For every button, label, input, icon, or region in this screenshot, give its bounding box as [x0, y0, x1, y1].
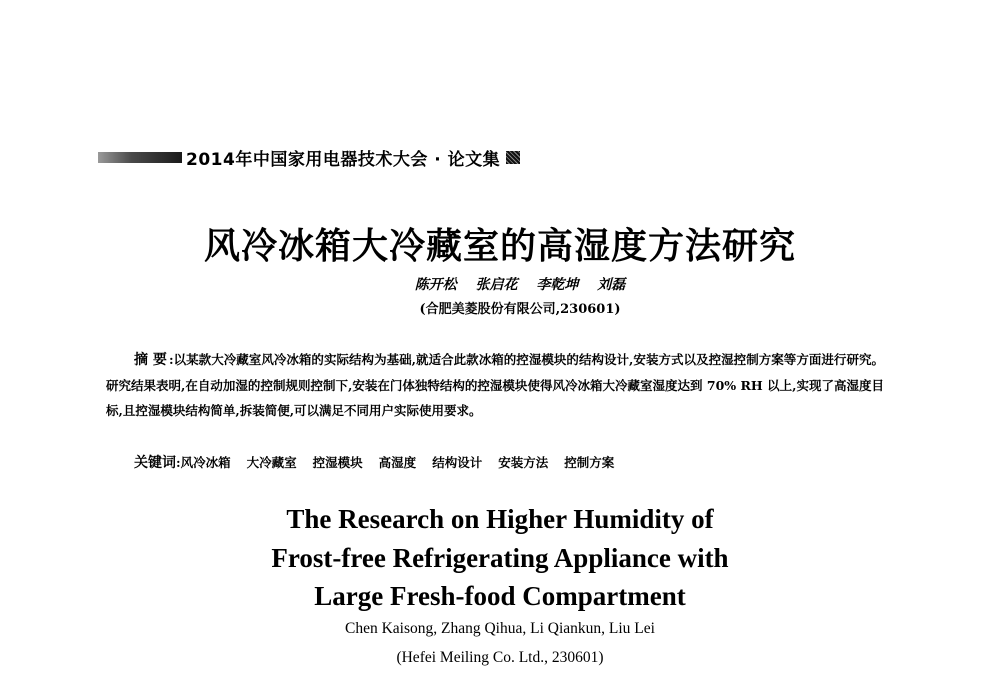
keyword-item: 风冷冰箱 [180, 455, 231, 470]
keywords-colon: : [176, 455, 181, 470]
keyword-item: 结构设计 [432, 455, 483, 470]
proceedings-header [98, 147, 520, 170]
chinese-title: 风冷冰箱大冷藏室的高湿度方法研究 [203, 225, 796, 267]
keyword-item: 控制方案 [564, 455, 615, 470]
abstract-text: :以某款大冷藏室风冷冰箱的实际结构为基础,就适合此款冰箱的控湿模块的结构设计,安装方式以及控湿控制方案等方面进行研究。研究结果表明,在自动加湿的控制规则控制下,安装在门体独特结构的控湿模块使得风冷冰箱大冷藏室湿度达到 70% RH 以上,实现了高湿度目标,且控湿模块结构简单,拆装简便,可以满足不同用户实际使用要求。 [106, 352, 884, 418]
abstract-label: 摘 要 [134, 352, 167, 368]
chinese-affiliation: (合肥美菱股份有限公司,230601) [419, 302, 621, 317]
english-authors: Chen Kaisong, Zhang Qihua, Li Qiankun, Liu Lei [345, 620, 655, 637]
keyword-item: 控湿模块 [312, 455, 363, 470]
english-title-line: Large Fresh-food Compartment [314, 581, 686, 611]
english-title [0, 500, 1000, 616]
header-mark-decoration [506, 151, 520, 164]
keyword-item: 大冷藏室 [246, 455, 297, 470]
header-bar-decoration [98, 152, 182, 163]
chinese-authors: 陈开松 张启花 李乾坤 刘磊 [414, 277, 626, 293]
keyword-item: 安装方法 [498, 455, 549, 470]
english-title-line: The Research on Higher Humidity of [286, 504, 714, 534]
keywords-label: 关键词 [134, 455, 176, 471]
abstract [106, 347, 884, 423]
english-affiliation: (Hefei Meiling Co. Ltd., 230601) [396, 649, 604, 666]
proceedings-title: 2014年中国家用电器技术大会 · 论文集 [186, 149, 501, 170]
english-title-line: Frost-free Refrigerating Appliance with [271, 542, 729, 573]
keyword-item: 高湿度 [378, 455, 417, 470]
keywords [134, 452, 630, 472]
